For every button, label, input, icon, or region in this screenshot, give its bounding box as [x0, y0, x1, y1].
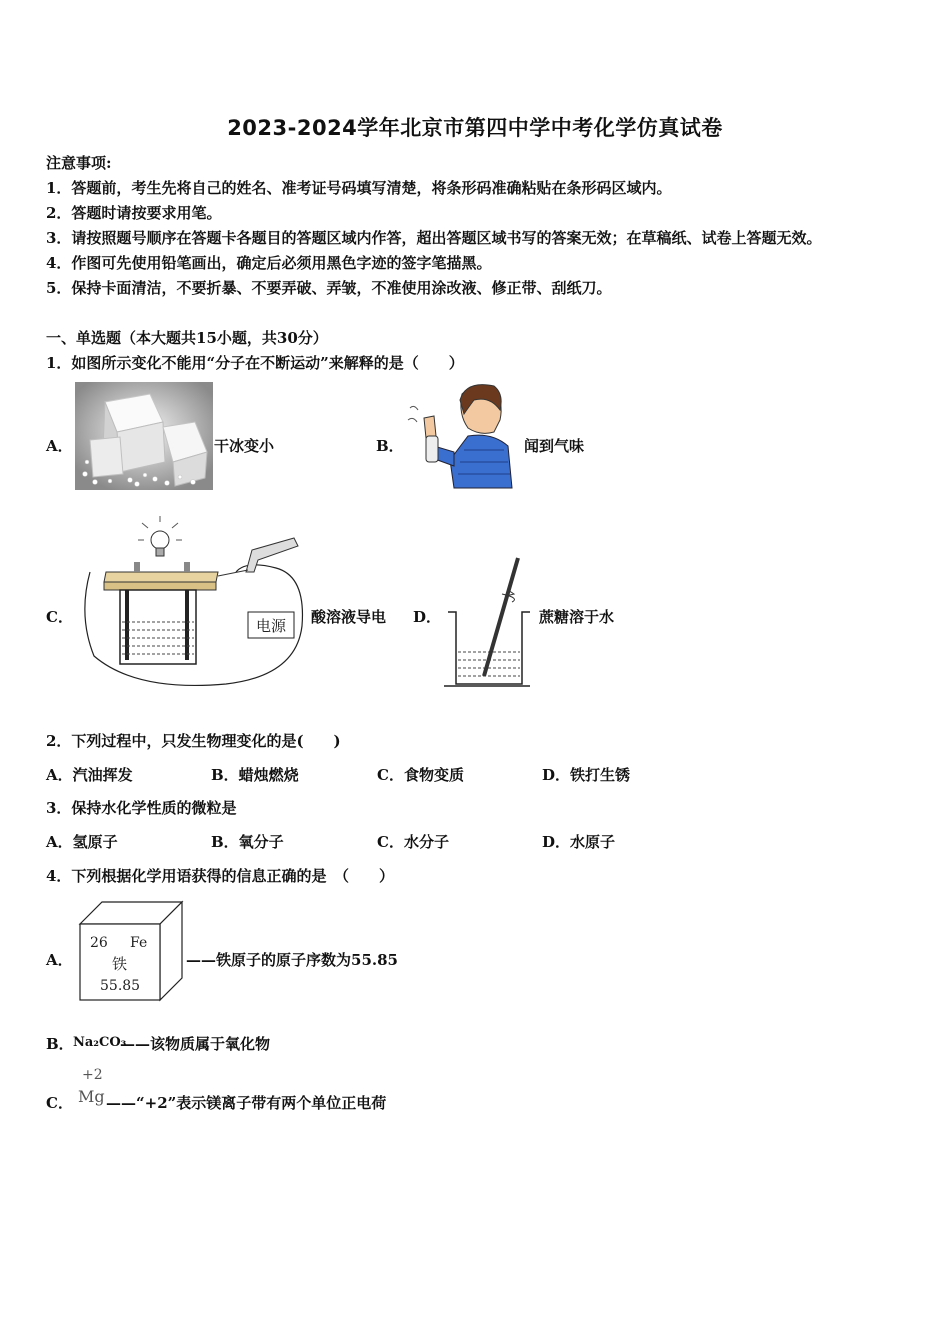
q1-option-b-text: 闻到气味	[524, 437, 585, 455]
element-cell-iron	[78, 900, 184, 1002]
q4-option-a-text: ——铁原子的原子序数为55.85	[186, 951, 398, 969]
q3-option-c: C．水分子	[377, 833, 449, 851]
q3-option-a: A．氢原子	[46, 833, 118, 851]
q2-option-a: A．汽油挥发	[46, 766, 133, 784]
q4-option-b-text: ——该物质属于氧化物	[120, 1035, 271, 1053]
note-item-3: 3．请按照题号顺序在答题卡各题目的答题区域内作答，超出答题区域书写的答案无效；在草稿纸、试卷上答题无效。	[46, 229, 822, 247]
section-heading: 一、单选题（本大题共15小题，共30分）	[46, 329, 328, 347]
q4-stem: 4．下列根据化学用语获得的信息正确的是 （ ）	[46, 867, 394, 885]
magnesium-charge: +2	[82, 1067, 103, 1083]
q1-option-b-label: B．	[376, 437, 404, 455]
q1-option-c-text: 酸溶液导电	[311, 608, 387, 626]
note-item-4: 4．作图可先使用铅笔画出，确定后必须用黑色字迹的签字笔描黑。	[46, 254, 492, 272]
q4-option-c-label: C．	[46, 1094, 73, 1112]
power-source-label: 电源	[255, 617, 287, 635]
q3-option-d: D．水原子	[542, 833, 616, 851]
page-title: 2023-2024学年北京市第四中学中考化学仿真试卷	[227, 116, 723, 140]
q2-option-c: C．食物变质	[377, 766, 464, 784]
sodium-carbonate-formula: Na₂CO₃	[73, 1035, 127, 1050]
q4-option-b-label: B．	[46, 1035, 74, 1053]
q4-option-a-label: A．	[46, 951, 73, 969]
q1-option-d-label: D．	[413, 608, 442, 626]
q1-option-a-label: A．	[46, 437, 73, 455]
beaker-stirring-image	[444, 556, 534, 688]
q1-option-d-text: 蔗糖溶于水	[539, 608, 615, 626]
note-item-5: 5．保持卡面清洁，不要折暴、不要弄破、弄皱，不准使用涂改液、修正带、刮纸刀。	[46, 279, 612, 297]
q2-stem: 2．下列过程中，只发生物理变化的是( )	[46, 732, 341, 750]
note-item-2: 2．答题时请按要求用笔。	[46, 204, 222, 222]
q1-option-c-label: C．	[46, 608, 73, 626]
q4-option-c-text: ——“+2”表示镁离子带有两个单位正电荷	[106, 1094, 387, 1112]
conductivity-apparatus-image	[76, 516, 306, 690]
element-name: 铁	[112, 955, 128, 973]
q2-option-b: B．蜡烛燃烧	[211, 766, 299, 784]
atomic-mass: 55.85	[100, 978, 141, 994]
magnesium-symbol: Mg	[78, 1087, 105, 1106]
dry-ice-image	[75, 382, 213, 490]
smelling-boy-image	[404, 380, 514, 492]
notes-heading: 注意事项:	[46, 154, 112, 172]
element-symbol: Fe	[130, 935, 148, 951]
q3-stem: 3．保持水化学性质的微粒是	[46, 799, 237, 817]
atomic-number: 26	[90, 935, 108, 951]
note-item-1: 1．答题前，考生先将自己的姓名、准考证号码填写清楚，将条形码准确粘贴在条形码区域内。	[46, 179, 672, 197]
q1-stem: 1．如图所示变化不能用“分子在不断运动”来解释的是（ ）	[46, 354, 464, 372]
q2-option-d: D．铁打生锈	[542, 766, 631, 784]
q3-option-b: B．氧分子	[211, 833, 284, 851]
q1-option-a-text: 干冰变小	[214, 437, 275, 455]
